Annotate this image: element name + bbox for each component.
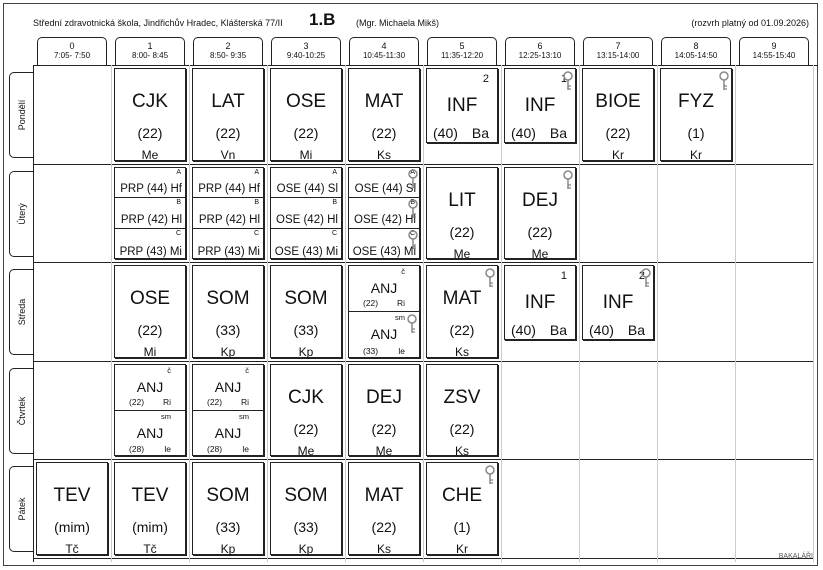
group-text: OSE (44) Sl xyxy=(354,183,416,196)
teacher: Mi xyxy=(299,148,313,162)
group-text: OSE (42) Hl xyxy=(354,214,416,227)
day-name: Čtvrtek xyxy=(16,396,27,426)
hour-time: 14:55-15:40 xyxy=(752,51,796,60)
subject: ANJ xyxy=(214,425,242,442)
key-icon xyxy=(640,268,652,288)
group-lesson xyxy=(349,266,419,312)
day-label xyxy=(9,466,33,552)
group-lesson xyxy=(193,229,263,260)
teacher: Kp xyxy=(298,345,314,360)
teacher: Ks xyxy=(454,345,469,360)
room: (22) xyxy=(293,125,319,141)
lesson-card[interactable] xyxy=(36,462,108,555)
group-label: A xyxy=(176,168,181,176)
hour-header xyxy=(427,37,497,65)
room: (22) xyxy=(137,322,163,339)
room: (mim) xyxy=(54,519,90,536)
room: (22) xyxy=(137,125,163,141)
lesson-card[interactable] xyxy=(114,265,186,358)
room: (22) xyxy=(371,519,397,536)
bakalari-logo: BAKALÁŘI xyxy=(778,553,813,560)
subject: INF xyxy=(524,95,556,116)
hour-time: 9:40-10:25 xyxy=(286,51,326,60)
lesson-card[interactable] xyxy=(426,364,498,457)
group-label: č xyxy=(401,267,405,277)
hour-time: 14:05-14:50 xyxy=(674,51,718,60)
subject: INF xyxy=(446,95,478,116)
teacher: Me xyxy=(297,443,315,458)
school-name: Střední zdravotnická škola, Jindřichův Hradec, Klášterská 77/II xyxy=(33,18,283,28)
group-label: B xyxy=(254,199,259,207)
hour-number: 2 xyxy=(225,41,231,51)
group-label: B xyxy=(410,199,415,207)
teacher: Kp xyxy=(298,542,314,557)
subject: OSE xyxy=(129,288,171,310)
lesson-card[interactable] xyxy=(192,265,264,358)
week-number: 1 xyxy=(560,73,567,85)
room: (33) xyxy=(215,519,241,536)
subject: MAT xyxy=(364,485,404,507)
group-text: PRP (42) Hl xyxy=(120,214,182,227)
lesson-card[interactable] xyxy=(192,462,264,555)
grid-col-line xyxy=(735,65,736,562)
lesson-card[interactable] xyxy=(114,68,186,161)
key-icon xyxy=(407,169,419,189)
split-lesson-card[interactable] xyxy=(192,364,264,457)
group-lesson xyxy=(193,198,263,229)
group-text: OSE (43) Mi xyxy=(352,246,416,259)
hour-number: 9 xyxy=(771,41,777,51)
hour-header xyxy=(37,37,107,65)
group-text: PRP (44) Hf xyxy=(120,183,182,196)
hour-number: 4 xyxy=(381,41,387,51)
subject: MAT xyxy=(442,288,482,310)
hour-header xyxy=(349,37,419,65)
group-label: B xyxy=(332,199,337,207)
teacher: Tč xyxy=(143,542,157,557)
day-name: Pátek xyxy=(16,497,27,521)
lesson-card[interactable] xyxy=(270,462,342,555)
key-icon xyxy=(407,199,419,219)
hour-time: 8:50- 9:35 xyxy=(209,51,247,60)
group-label: sm xyxy=(239,412,249,422)
subject: CJK xyxy=(132,91,168,112)
hour-header xyxy=(505,37,575,65)
grid-col-line xyxy=(501,65,502,562)
group-text: PRP (43) Mi xyxy=(119,246,182,259)
split-lesson-card[interactable] xyxy=(270,167,342,260)
grid-col-line xyxy=(423,65,424,562)
teacher: Me xyxy=(375,443,393,458)
room: (22) xyxy=(449,223,475,240)
week-number: 1 xyxy=(560,270,567,283)
group-lesson xyxy=(271,198,341,229)
lesson-card[interactable] xyxy=(270,364,342,457)
grid-col-line xyxy=(111,65,112,562)
key-icon xyxy=(484,268,496,288)
header-divider xyxy=(33,65,818,66)
subject: DEJ xyxy=(366,386,402,408)
room: (28) xyxy=(129,444,145,455)
key-icon xyxy=(484,465,496,485)
teacher: Kr xyxy=(612,148,624,162)
group-lesson xyxy=(115,229,185,260)
lesson-card[interactable] xyxy=(348,462,420,555)
hour-number: 6 xyxy=(537,41,543,51)
room: (1) xyxy=(687,125,705,141)
subject: SOM xyxy=(206,485,250,507)
teacher: le xyxy=(242,444,249,455)
subject: SOM xyxy=(206,288,250,310)
room: (33) xyxy=(293,519,319,536)
hour-header xyxy=(271,37,341,65)
group-lesson xyxy=(115,411,185,457)
lesson-card[interactable] xyxy=(504,265,576,340)
room: (22) xyxy=(449,322,475,339)
hour-number: 5 xyxy=(459,41,465,51)
group-lesson xyxy=(271,229,341,260)
group-text: OSE (43) Mi xyxy=(274,246,338,259)
subject: INF xyxy=(602,292,634,314)
group-text: OSE (44) Sl xyxy=(276,183,338,196)
group-label: sm xyxy=(395,313,405,323)
hour-time: 7:05- 7:50 xyxy=(53,51,91,60)
teacher: Ri xyxy=(162,397,171,408)
teacher: le xyxy=(164,444,171,455)
teacher: Me xyxy=(141,148,159,162)
class-teacher: (Mgr. Michaela Mikš) xyxy=(356,18,440,28)
subject: SOM xyxy=(284,485,328,507)
teacher: Ks xyxy=(454,443,469,458)
group-lesson xyxy=(193,411,263,457)
hour-time: 8:00- 8:45 xyxy=(131,51,169,60)
split-lesson-card[interactable] xyxy=(348,265,420,358)
room: (40) xyxy=(589,322,614,339)
day-label xyxy=(9,269,33,355)
subject: INF xyxy=(524,292,556,314)
group-text: PRP (42) Hl xyxy=(198,214,260,227)
key-icon xyxy=(562,170,574,190)
group-label: B xyxy=(176,199,181,207)
subject: BIOE xyxy=(595,91,641,112)
teacher: Ba xyxy=(549,322,567,339)
room: (22) xyxy=(371,125,397,141)
day-label xyxy=(9,72,33,158)
group-label: sm xyxy=(161,412,171,422)
group-label: C xyxy=(253,230,259,238)
room: (22) xyxy=(605,125,631,141)
key-icon xyxy=(718,71,730,91)
grid-col-line xyxy=(579,65,580,562)
lesson-card[interactable] xyxy=(582,68,654,161)
hour-header xyxy=(115,37,185,65)
subject: TEV xyxy=(131,485,169,507)
hour-number: 0 xyxy=(69,41,75,51)
subject: ZSV xyxy=(443,386,481,408)
room: (28) xyxy=(207,444,223,455)
hour-header xyxy=(661,37,731,65)
room: (22) xyxy=(363,298,379,309)
subject: TEV xyxy=(53,485,91,507)
teacher: Tč xyxy=(65,542,79,557)
hour-number: 8 xyxy=(693,41,699,51)
subject: LIT xyxy=(448,189,476,211)
teacher: Ri xyxy=(240,397,249,408)
group-label: A xyxy=(332,168,337,176)
lesson-card[interactable] xyxy=(348,364,420,457)
group-lesson xyxy=(115,198,185,229)
group-label: A xyxy=(410,168,415,176)
key-icon xyxy=(406,314,418,334)
grid-col-line xyxy=(657,65,658,562)
subject: MAT xyxy=(364,91,404,112)
teacher: Kr xyxy=(690,148,702,162)
subject: SOM xyxy=(284,288,328,310)
hour-header xyxy=(193,37,263,65)
group-lesson xyxy=(115,365,185,411)
lesson-card[interactable] xyxy=(426,68,498,143)
day-label xyxy=(9,171,33,257)
room: (40) xyxy=(511,125,536,141)
hour-number: 1 xyxy=(147,41,153,51)
room: (22) xyxy=(207,397,223,408)
subject: OSE xyxy=(285,91,327,112)
group-label: C xyxy=(409,230,415,238)
grid-col-line xyxy=(33,65,34,562)
group-lesson xyxy=(271,168,341,199)
split-lesson-card[interactable] xyxy=(114,167,186,260)
room: (1) xyxy=(453,519,471,536)
teacher: Kr xyxy=(456,542,468,557)
grid-col-line xyxy=(267,65,268,562)
teacher: Ba xyxy=(549,125,567,141)
room: (22) xyxy=(527,223,553,240)
subject: ANJ xyxy=(214,378,242,395)
group-text: OSE (42) Hl xyxy=(276,214,338,227)
hour-header xyxy=(739,37,809,65)
day-label xyxy=(9,368,33,454)
teacher: Ri xyxy=(396,298,405,309)
room: (40) xyxy=(433,125,458,141)
room: (mim) xyxy=(132,519,168,536)
room: (33) xyxy=(215,322,241,339)
lesson-card[interactable] xyxy=(426,167,498,260)
lesson-card[interactable] xyxy=(270,265,342,358)
group-label: č xyxy=(245,365,249,375)
grid-col-line xyxy=(189,65,190,562)
teacher: Kp xyxy=(220,345,236,360)
class-name: 1.B xyxy=(309,10,336,29)
split-lesson-card[interactable] xyxy=(192,167,264,260)
day-name: Pondělí xyxy=(16,99,27,131)
hour-number: 7 xyxy=(615,41,621,51)
subject: ANJ xyxy=(370,280,398,297)
teacher: Ks xyxy=(376,148,391,162)
key-icon xyxy=(407,230,419,250)
day-name: Úterý xyxy=(16,202,27,225)
subject: DEJ xyxy=(522,189,558,211)
group-label: C xyxy=(175,230,181,238)
room: (22) xyxy=(215,125,241,141)
room: (33) xyxy=(293,322,319,339)
group-lesson xyxy=(193,168,263,199)
room: (22) xyxy=(129,397,145,408)
room: (22) xyxy=(449,420,475,437)
lesson-card[interactable] xyxy=(270,68,342,161)
key-icon xyxy=(562,71,574,91)
grid-col-line xyxy=(813,65,814,562)
room: (22) xyxy=(371,420,397,437)
teacher: le xyxy=(398,345,405,356)
teacher: Me xyxy=(531,246,549,261)
hour-time: 13:15-14:00 xyxy=(596,51,640,60)
group-label: C xyxy=(331,230,337,238)
subject: LAT xyxy=(211,91,245,112)
week-number: 2 xyxy=(482,73,489,85)
hour-time: 10:45-11:30 xyxy=(362,51,406,60)
group-lesson xyxy=(193,365,263,411)
teacher: Mi xyxy=(143,345,157,360)
room: (22) xyxy=(293,420,319,437)
lesson-card[interactable] xyxy=(192,68,264,161)
week-number: 2 xyxy=(638,270,645,283)
group-text: PRP (44) Hf xyxy=(198,183,260,196)
room: (33) xyxy=(363,345,379,356)
teacher: Vn xyxy=(220,148,236,162)
group-label: č xyxy=(167,365,171,375)
teacher: Me xyxy=(453,246,471,261)
hour-time: 11:35-12:20 xyxy=(440,51,484,60)
lesson-card[interactable] xyxy=(348,68,420,161)
teacher: Ba xyxy=(471,125,489,141)
room: (40) xyxy=(511,322,536,339)
hour-header xyxy=(583,37,653,65)
teacher: Ba xyxy=(627,322,645,339)
teacher: Ks xyxy=(376,542,391,557)
valid-from: (rozvrh platný od 01.09.2026) xyxy=(691,18,809,28)
day-name: Středa xyxy=(16,298,27,326)
group-label: A xyxy=(254,168,259,176)
subject: ANJ xyxy=(136,378,164,395)
hour-number: 3 xyxy=(303,41,309,51)
split-lesson-card[interactable] xyxy=(114,364,186,457)
subject: ANJ xyxy=(370,326,398,343)
subject: CJK xyxy=(288,386,324,408)
teacher: Kp xyxy=(220,542,236,557)
grid-col-line xyxy=(345,65,346,562)
group-text: PRP (43) Mi xyxy=(197,246,260,259)
subject: ANJ xyxy=(136,425,164,442)
group-lesson xyxy=(115,168,185,199)
subject: FYZ xyxy=(678,91,714,112)
hour-time: 12:25-13:10 xyxy=(518,51,562,60)
lesson-card[interactable] xyxy=(114,462,186,555)
subject: CHE xyxy=(441,485,483,507)
